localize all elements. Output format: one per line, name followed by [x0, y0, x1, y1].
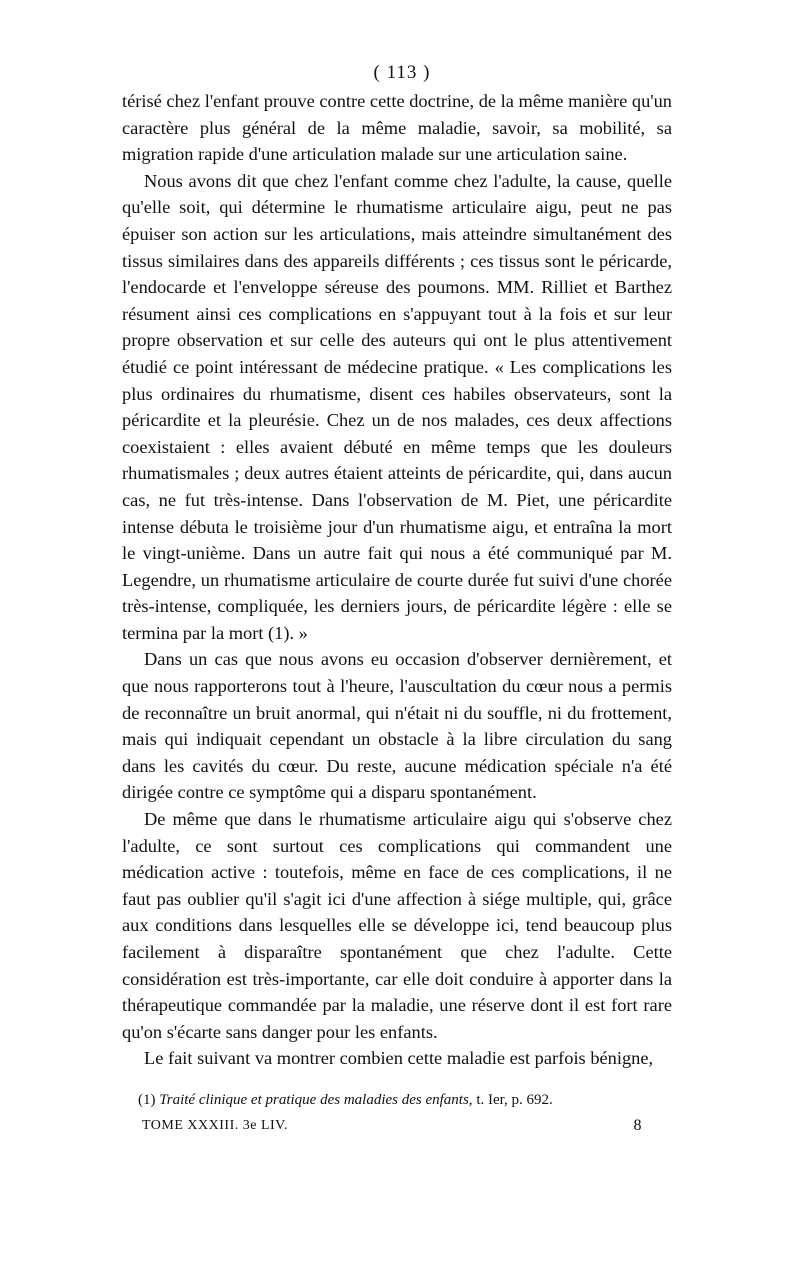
paragraph: De même que dans le rhumatisme articulaire aigu qui s'observe chez l'adulte, ce sont surtout ces complications qui commandent une médication active : toutefois, même en face de ces complications, il ne faut pas oublier qu'il s'agit ici d'une affection à siége multiple, qui, grâce aux conditions dans lesquelles elle se développe ici, tend beaucoup plus facilement à disparaître spontanément que chez l'adulte. Cette considération est très-importante, car elle doit conduire à apporter dans la thérapeutique commandée par la maladie, une réserve dont il est fort rare qu'on s'écarte sans danger pour les enfants. — [122, 809, 672, 1042]
footnote-area — [122, 1088, 672, 1138]
paragraph: Nous avons dit que chez l'enfant comme chez l'adulte, la cause, quelle qu'elle soit, qui détermine le rhumatisme articulaire aigu, peut ne pas épuiser son action sur les articulations, mais atteindre simultanément des tissus similaires dans des appareils différents ; ces tissus sont le péricarde, l'endocarde et l'enveloppe séreuse des poumons. MM. Rilliet et Barthez résument ainsi ces complications en s'appuyant tout à la fois et sur leur propre observation et sur celle des auteurs qui ont le plus attentivement étudié ce point intéressant de médecine pratique. « Les complications les plus ordinaires du rhumatisme, disent ces habiles observateurs, sont la péricardite et la pleurésie. Chez un de nos malades, ces deux affections coexistaient : elles avaient débuté en même temps que les douleurs rhumatismales ; deux autres étaient atteints de péricardite, qui, dans aucun cas, ne fut très-intense. Dans l'observation de M. Piet, une péricardite intense débuta le troisième jour d'un rhumatisme aigu, et entraîna la mort le vingt-unième. Dans un autre fait qui nous a été communiqué par M. Legendre, un rhumatisme articulaire de courte durée fut suivi d'une chorée très-intense, compliquée, les derniers jours, de péricardite légère : elle se termina par la mort (1). » — [122, 170, 672, 643]
paragraph: térisé chez l'enfant prouve contre cette doctrine, de la même manière qu'un caractère plus général de la même maladie, savoir, sa mobilité, sa migration rapide d'une articulation malade sur une articulation saine. — [122, 91, 672, 165]
signature-line — [122, 1113, 672, 1138]
body-text — [122, 88, 672, 1072]
footnote — [122, 1088, 672, 1113]
signature-number: 8 — [633, 1116, 642, 1134]
paragraph: Le fait suivant va montrer combien cette maladie est parfois bénigne, — [144, 1048, 654, 1069]
footnote-reference: t. Ier, p. 692. — [476, 1091, 553, 1108]
paragraph: Dans un cas que nous avons eu occasion d'observer dernièrement, et que nous rapporterons tout à l'heure, l'auscultation du cœur nous a permis de reconnaître un bruit anormal, qui n'était ni du souffle, ni du frottement, mais qui indiquait cependant un obstacle à la libre circulation du sang dans les cavités du cœur. Du reste, aucune médication spéciale n'a été dirigée contre ce symptôme qui a disparu spontanément. — [122, 649, 672, 803]
footnote-marker: (1) — [138, 1091, 156, 1108]
footnote-title: Traité clinique et pratique des maladies des enfants, — [159, 1091, 473, 1108]
page-number: ( 113 ) — [373, 62, 431, 83]
volume-signature: TOME XXXIII. 3e LIV. — [142, 1117, 288, 1133]
document-page — [122, 58, 672, 1138]
